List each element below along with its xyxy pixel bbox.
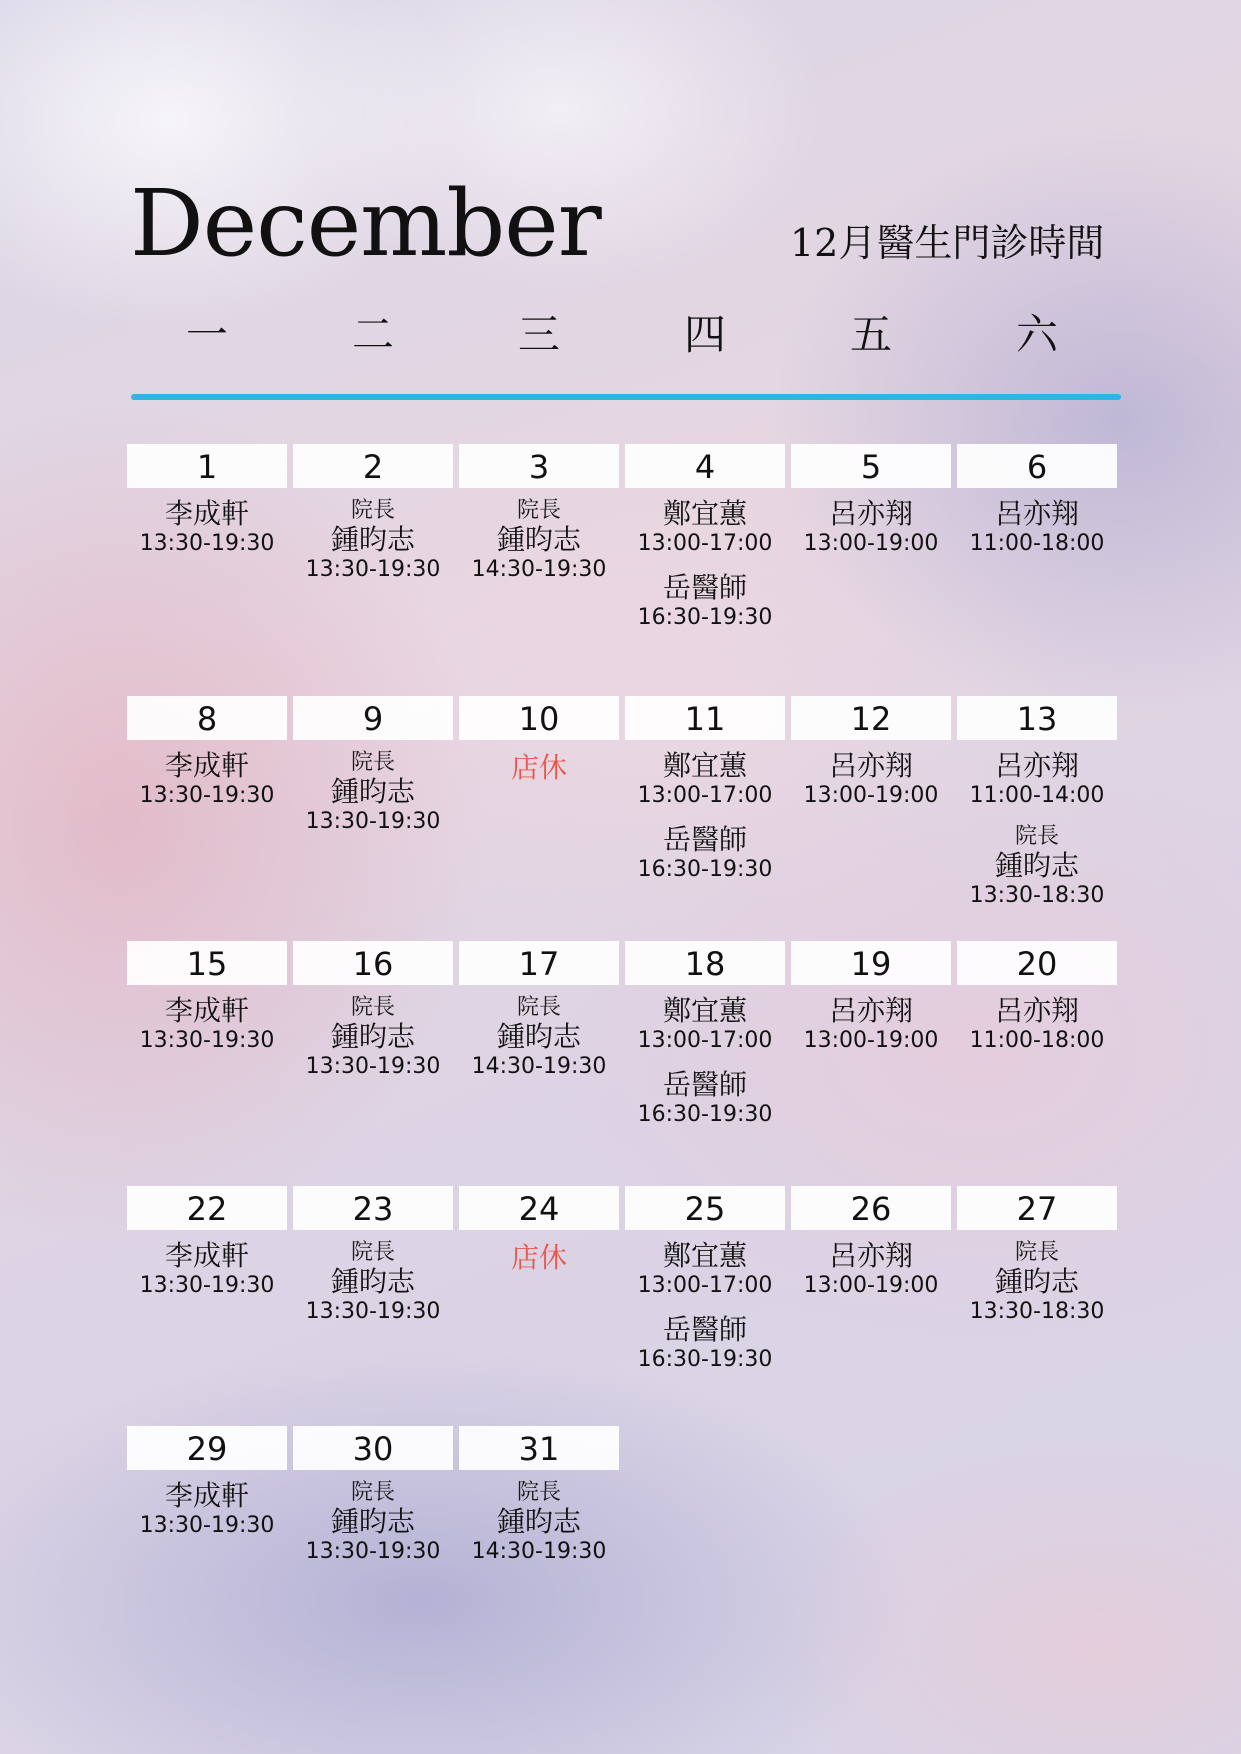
day-number: 5 xyxy=(791,444,951,488)
clinic-hours: 13:30-19:30 xyxy=(305,1299,441,1324)
clinic-hours: 13:30-18:30 xyxy=(969,883,1105,908)
weekday-wed: 三 xyxy=(517,310,560,359)
day-cell xyxy=(791,444,951,558)
day-number: 19 xyxy=(791,941,951,985)
clinic-slot xyxy=(791,750,951,810)
day-cell xyxy=(625,444,785,632)
clinic-slot xyxy=(625,750,785,810)
clinic-slot xyxy=(127,498,287,558)
clinic-hours: 14:30-19:30 xyxy=(471,557,607,582)
doctor-name: 鍾昀志 xyxy=(496,1505,581,1538)
day-cell xyxy=(293,941,453,1081)
doctor-name: 岳醫師 xyxy=(662,571,747,604)
doctor-role: 院長 xyxy=(1014,824,1059,849)
clinic-slot xyxy=(459,1480,619,1566)
clinic-slot xyxy=(293,1240,453,1326)
day-cell xyxy=(127,1426,287,1540)
clinic-hours: 13:00-17:00 xyxy=(637,531,773,556)
day-cell xyxy=(957,444,1117,558)
day-number: 8 xyxy=(127,696,287,740)
day-cell xyxy=(127,444,287,558)
clinic-slot xyxy=(127,750,287,810)
doctor-name: 李成軒 xyxy=(164,1479,249,1512)
day-cell xyxy=(957,941,1117,1055)
doctor-role: 院長 xyxy=(350,995,395,1020)
day-cell xyxy=(791,696,951,810)
clinic-hours: 13:00-17:00 xyxy=(637,1273,773,1298)
doctor-name: 鍾昀志 xyxy=(330,1265,415,1298)
doctor-name: 鄭宜蕙 xyxy=(662,497,747,530)
doctor-role: 院長 xyxy=(350,750,395,775)
day-number: 26 xyxy=(791,1186,951,1230)
weekday-thu: 四 xyxy=(683,310,726,359)
clinic-slot xyxy=(625,1314,785,1374)
clinic-hours: 13:00-19:00 xyxy=(803,783,939,808)
clinic-hours: 13:30-19:30 xyxy=(305,1539,441,1564)
day-number: 10 xyxy=(459,696,619,740)
doctor-name: 鍾昀志 xyxy=(994,849,1079,882)
day-cell xyxy=(791,941,951,1055)
doctor-name: 鄭宜蕙 xyxy=(662,1239,747,1272)
doctor-name: 呂亦翔 xyxy=(994,749,1079,782)
day-cell xyxy=(459,941,619,1081)
clinic-hours: 11:00-18:00 xyxy=(969,531,1105,556)
doctor-role: 院長 xyxy=(350,498,395,523)
clinic-slot xyxy=(293,1480,453,1566)
clinic-slot xyxy=(957,995,1117,1055)
doctor-name: 鍾昀志 xyxy=(496,1020,581,1053)
doctor-name: 李成軒 xyxy=(164,749,249,782)
closed-label: 店休 xyxy=(510,1241,567,1274)
doctor-name: 鍾昀志 xyxy=(330,1020,415,1053)
day-number: 11 xyxy=(625,696,785,740)
clinic-hours: 13:30-19:30 xyxy=(305,557,441,582)
clinic-hours: 13:30-19:30 xyxy=(305,809,441,834)
doctor-name: 鄭宜蕙 xyxy=(662,749,747,782)
clinic-hours: 13:00-17:00 xyxy=(637,1028,773,1053)
day-number: 25 xyxy=(625,1186,785,1230)
clinic-hours: 16:30-19:30 xyxy=(637,1102,773,1127)
day-number: 23 xyxy=(293,1186,453,1230)
clinic-slot xyxy=(791,1240,951,1300)
weekday-sat: 六 xyxy=(1015,310,1058,359)
day-number: 31 xyxy=(459,1426,619,1470)
clinic-hours: 14:30-19:30 xyxy=(471,1054,607,1079)
clinic-hours: 11:00-14:00 xyxy=(969,783,1105,808)
clinic-slot xyxy=(293,995,453,1081)
day-cell xyxy=(459,696,619,784)
day-number: 27 xyxy=(957,1186,1117,1230)
day-cell xyxy=(293,1426,453,1566)
day-number: 29 xyxy=(127,1426,287,1470)
day-number: 24 xyxy=(459,1186,619,1230)
doctor-name: 鍾昀志 xyxy=(330,775,415,808)
clinic-slot xyxy=(127,1480,287,1540)
day-cell xyxy=(293,1186,453,1326)
clinic-slot xyxy=(957,498,1117,558)
day-cell xyxy=(459,444,619,584)
day-number: 12 xyxy=(791,696,951,740)
clinic-slot xyxy=(791,995,951,1055)
day-number: 1 xyxy=(127,444,287,488)
clinic-slot xyxy=(127,995,287,1055)
clinic-slot xyxy=(293,498,453,584)
day-number: 17 xyxy=(459,941,619,985)
clinic-slot xyxy=(625,1069,785,1129)
day-number: 18 xyxy=(625,941,785,985)
clinic-slot xyxy=(791,498,951,558)
page-subtitle: 12月醫生門診時間 xyxy=(790,221,1105,265)
clinic-hours: 13:30-19:30 xyxy=(305,1054,441,1079)
clinic-slot xyxy=(625,572,785,632)
doctor-name: 呂亦翔 xyxy=(828,497,913,530)
closed-label: 店休 xyxy=(510,751,567,784)
day-number: 3 xyxy=(459,444,619,488)
doctor-role: 院長 xyxy=(1014,1240,1059,1265)
day-cell xyxy=(791,1186,951,1300)
doctor-role: 院長 xyxy=(516,498,561,523)
clinic-hours: 13:30-18:30 xyxy=(969,1299,1105,1324)
clinic-hours: 13:30-19:30 xyxy=(139,1273,275,1298)
clinic-slot xyxy=(625,1240,785,1300)
page-title: December xyxy=(130,170,601,277)
clinic-slot xyxy=(625,995,785,1055)
clinic-slot xyxy=(625,498,785,558)
day-cell xyxy=(957,696,1117,910)
day-number: 6 xyxy=(957,444,1117,488)
clinic-hours: 16:30-19:30 xyxy=(637,1347,773,1372)
doctor-name: 呂亦翔 xyxy=(828,994,913,1027)
day-cell xyxy=(459,1186,619,1274)
day-number: 20 xyxy=(957,941,1117,985)
day-number: 22 xyxy=(127,1186,287,1230)
doctor-name: 李成軒 xyxy=(164,994,249,1027)
doctor-name: 岳醫師 xyxy=(662,1068,747,1101)
day-cell xyxy=(127,696,287,810)
day-number: 2 xyxy=(293,444,453,488)
doctor-name: 岳醫師 xyxy=(662,823,747,856)
doctor-name: 呂亦翔 xyxy=(994,497,1079,530)
doctor-name: 鍾昀志 xyxy=(496,523,581,556)
day-cell xyxy=(127,1186,287,1300)
doctor-name: 鍾昀志 xyxy=(330,1505,415,1538)
doctor-name: 呂亦翔 xyxy=(994,994,1079,1027)
clinic-slot xyxy=(127,1240,287,1300)
clinic-hours: 13:00-19:00 xyxy=(803,531,939,556)
doctor-name: 鄭宜蕙 xyxy=(662,994,747,1027)
day-cell xyxy=(127,941,287,1055)
clinic-slot xyxy=(957,1240,1117,1326)
clinic-slot xyxy=(957,750,1117,810)
day-cell xyxy=(459,1426,619,1566)
doctor-name: 岳醫師 xyxy=(662,1313,747,1346)
clinic-hours: 13:30-19:30 xyxy=(139,783,275,808)
day-number: 15 xyxy=(127,941,287,985)
day-cell xyxy=(293,444,453,584)
clinic-hours: 13:30-19:30 xyxy=(139,1028,275,1053)
doctor-name: 李成軒 xyxy=(164,1239,249,1272)
doctor-role: 院長 xyxy=(350,1480,395,1505)
clinic-hours: 13:30-19:30 xyxy=(139,1513,275,1538)
clinic-hours: 14:30-19:30 xyxy=(471,1539,607,1564)
day-cell xyxy=(625,1186,785,1374)
day-number: 4 xyxy=(625,444,785,488)
day-number: 13 xyxy=(957,696,1117,740)
clinic-slot xyxy=(459,498,619,584)
doctor-role: 院長 xyxy=(516,1480,561,1505)
weekday-tue: 二 xyxy=(351,310,394,359)
clinic-hours: 16:30-19:30 xyxy=(637,605,773,630)
clinic-hours: 13:00-17:00 xyxy=(637,783,773,808)
day-cell xyxy=(625,941,785,1129)
clinic-hours: 13:30-19:30 xyxy=(139,531,275,556)
doctor-name: 呂亦翔 xyxy=(828,749,913,782)
clinic-slot xyxy=(957,824,1117,910)
clinic-slot xyxy=(459,995,619,1081)
clinic-slot xyxy=(293,750,453,836)
doctor-name: 李成軒 xyxy=(164,497,249,530)
day-number: 9 xyxy=(293,696,453,740)
day-cell xyxy=(293,696,453,836)
doctor-name: 鍾昀志 xyxy=(994,1265,1079,1298)
doctor-role: 院長 xyxy=(350,1240,395,1265)
clinic-slot xyxy=(625,824,785,884)
clinic-hours: 11:00-18:00 xyxy=(969,1028,1105,1053)
clinic-hours: 16:30-19:30 xyxy=(637,857,773,882)
weekday-fri: 五 xyxy=(849,310,892,359)
day-number: 16 xyxy=(293,941,453,985)
clinic-hours: 13:00-19:00 xyxy=(803,1273,939,1298)
day-cell xyxy=(625,696,785,884)
day-number: 30 xyxy=(293,1426,453,1470)
clinic-hours: 13:00-19:00 xyxy=(803,1028,939,1053)
day-cell xyxy=(957,1186,1117,1326)
doctor-role: 院長 xyxy=(516,995,561,1020)
weekday-mon: 一 xyxy=(185,310,228,359)
doctor-name: 呂亦翔 xyxy=(828,1239,913,1272)
doctor-name: 鍾昀志 xyxy=(330,523,415,556)
